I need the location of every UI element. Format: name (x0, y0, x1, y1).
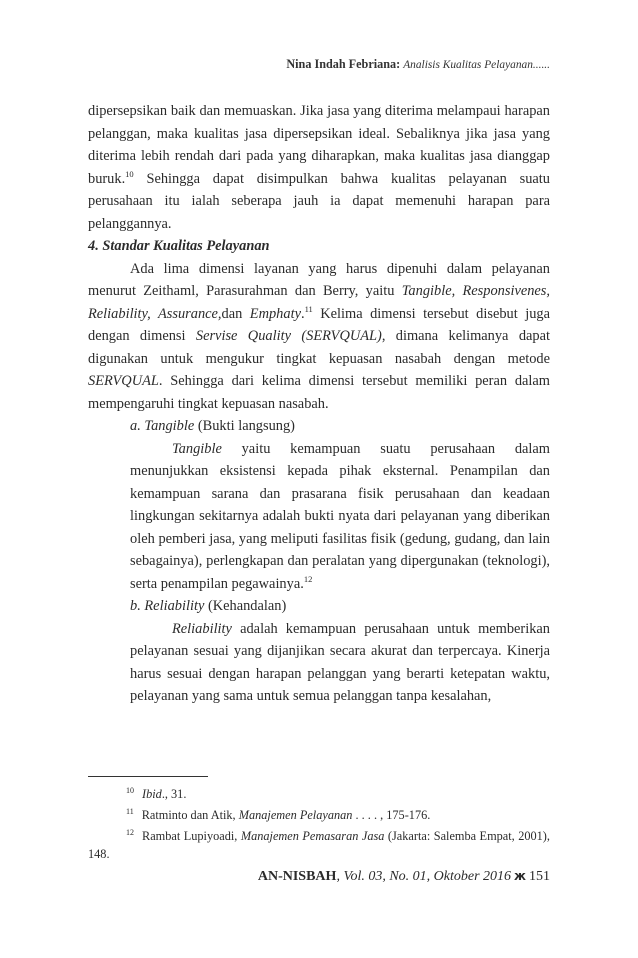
item-a-text: Tangible yaitu kemampuan suatu perusahaan dalam menunjukkan eksistensi kepada pihak eksternal. Penampilan dan kemampuan sarana dan prasarana fisik perusahaan dan keadaan lingkungan sekitarnya adalah bukti nyata dari pelayanan yang diberikan oleh pemberi jasa, yang meliputi fasilitas fisik (gedung, gudang, dan lain sebagainya), perlengkapan dan peralatan yang dipergunakan (teknologi), serta penampilan pegawainya.$^{12}$ (130, 440, 550, 592)
item-a-heading: a. Tangible (Bukti langsung) (130, 418, 295, 434)
footnote-10: $^{10}$ Ibid., 31. (126, 786, 187, 801)
item-b-text: Reliability adalah kemampuan perusahaan untuk memberikan pelayanan sesuai yang dijanjikan secara akurat dan terpercaya. Kinerja harus sesuai dengan harapan pelanggan yang berarti ketepatan waktu, pelayanan yang sama untuk semua pelanggan tanpa kesalahan, (130, 620, 550, 704)
footnote-divider (88, 776, 208, 777)
header-author: Nina Indah Febriana: (286, 57, 401, 71)
header-title: Analisis Kualitas Pelayanan...... (403, 59, 550, 71)
paragraph-2: Ada lima dimensi layanan yang harus dipenuhi dalam pelayanan menurut Zeithaml, Parasurahman dan Berry, yaitu Tangible, Responsivenes, Reliability, Assurance,dan Emphaty.$^{11}$ Kelima dimensi tersebut disebut juga dengan dimensi Servise Quality (SERVQUAL), dimana kelimanya dapat digunakan untuk mengukur tingkat kepuasan nasabah dengan metode SERVQUAL. Sehingga dari kelima dimensi tersebut memiliki peran dalam mempengaruhi tingkat kepuasan nasabah. (88, 260, 551, 412)
footnote-ref-12[interactable]: 12 (303, 573, 313, 584)
footnote-ref-11[interactable]: 11 (304, 303, 313, 314)
footnote-12: $^{12}$ Rambat Lupiyoadi, Manajemen Pemasaran Jasa (Jakarta: Salemba Empat, 2001), 148. (88, 828, 550, 861)
page-number: 151 (529, 869, 550, 884)
footnotes (88, 782, 550, 863)
footnote-11: $^{11}$ Ratminto dan Atik, Manajemen Pelayanan . . . . , 175-176. (126, 807, 431, 822)
paragraph-1: dipersepsikan baik dan memuaskan. Jika jasa yang diterima melampaui harapan pelanggan, maka kualitas jasa dipersepsikan ideal. Sebaliknya jika jasa yang diterima lebih rendah dari pada yang diharapkan, maka kualitas jasa dianggap buruk.$^{10}$ Sehingga dapat disimpulkan bahwa kualitas pelayanan suatu perusahaan itu ialah seberapa jauh ia dapat memenuhi harapan para pelanggannya. (88, 103, 550, 232)
running-footer (258, 869, 550, 885)
journal-volume: , Vol. 03, No. 01, Oktober 2016 (336, 869, 512, 884)
ornament-mark: ж (514, 869, 526, 883)
footnote-ref-10[interactable]: 10 (125, 168, 134, 179)
body-text (88, 100, 550, 708)
item-b-heading: b. Reliability (Kehandalan) (130, 598, 287, 614)
section-heading: 4. Standar Kualitas Pelayanan (88, 238, 270, 254)
running-header (286, 57, 550, 72)
journal-name: AN-NISBAH (257, 869, 337, 884)
